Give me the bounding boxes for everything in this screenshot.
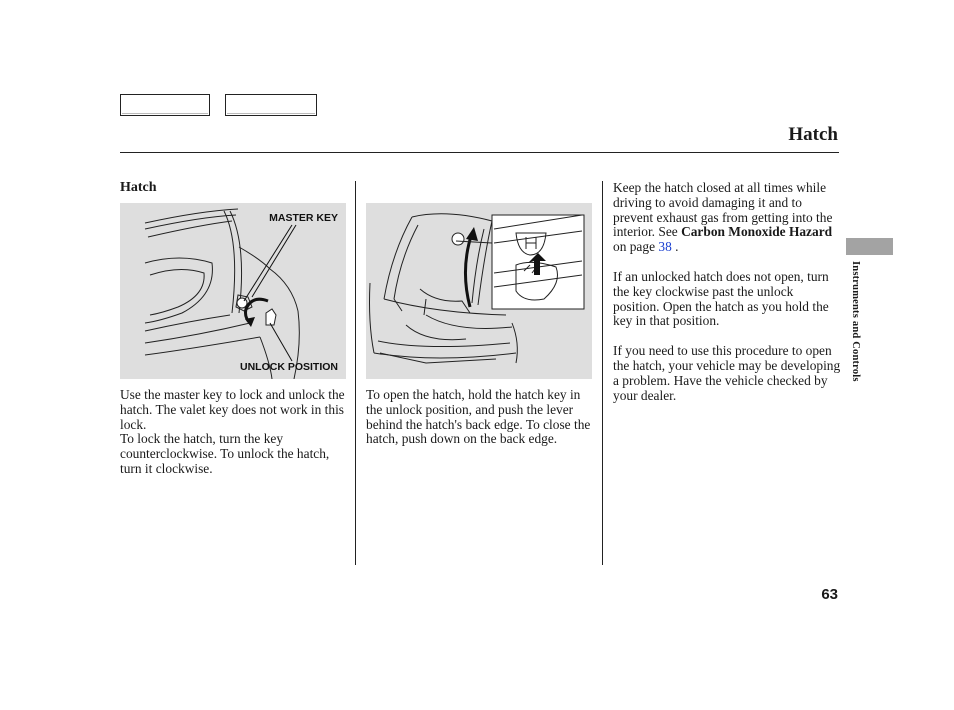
open-hatch-illustration	[366, 203, 592, 379]
unlock-position-label: UNLOCK POSITION	[239, 361, 338, 373]
warning-text: Keep the hatch closed at all times while driving to avoid damaging it and to prevent exhaust gas from getting into the interior. See	[613, 180, 833, 240]
lock-direction-instructions: To lock the hatch, turn the key counterclockwise. To unlock the hatch, turn it clockwise.	[120, 431, 330, 476]
nav-button-next[interactable]	[225, 94, 317, 116]
open-hatch-drawing	[366, 203, 592, 379]
nav-button-previous[interactable]	[120, 94, 210, 116]
column-1-text	[120, 388, 350, 477]
dealer-advice: If you need to use this procedure to open the hatch, your vehicle may be developing a problem. Have the vehicle checked by your dealer.	[613, 343, 841, 403]
unlock-troubleshooting: If an unlocked hatch does not open, turn the key clockwise past the unlock position. Open the hatch as you hold the key in that position.	[613, 268, 829, 329]
section-heading: Hatch	[120, 180, 157, 195]
column-divider	[355, 181, 356, 565]
page-38-link[interactable]: 38	[658, 239, 672, 255]
carbon-monoxide-reference: Carbon Monoxide Hazard	[681, 224, 833, 240]
lock-description: Use the master key to lock and unlock the hatch. The valet key does not work in this lock.	[120, 387, 345, 432]
section-tab-marker[interactable]	[846, 238, 893, 255]
column-2-text	[366, 388, 596, 447]
title-divider	[120, 152, 839, 153]
page-number: 63	[821, 586, 838, 603]
hatch-lock-drawing	[120, 203, 346, 379]
hatch-lock-illustration	[120, 203, 346, 379]
master-key-label: MASTER KEY	[269, 212, 338, 224]
keep-hatch-closed-warning	[613, 181, 841, 255]
column-divider	[602, 181, 603, 565]
page-title: Hatch	[788, 124, 838, 145]
open-hatch-instructions: To open the hatch, hold the hatch key in the unlock position, and push the lever behind the hatch's back edge. To close the hatch, push down on the back edge.	[366, 387, 591, 447]
warning-text-cont: on page	[613, 239, 659, 255]
warning-text-end: .	[671, 239, 679, 255]
section-tab-label: Instruments and Controls	[850, 261, 861, 382]
column-3-text	[613, 181, 841, 418]
